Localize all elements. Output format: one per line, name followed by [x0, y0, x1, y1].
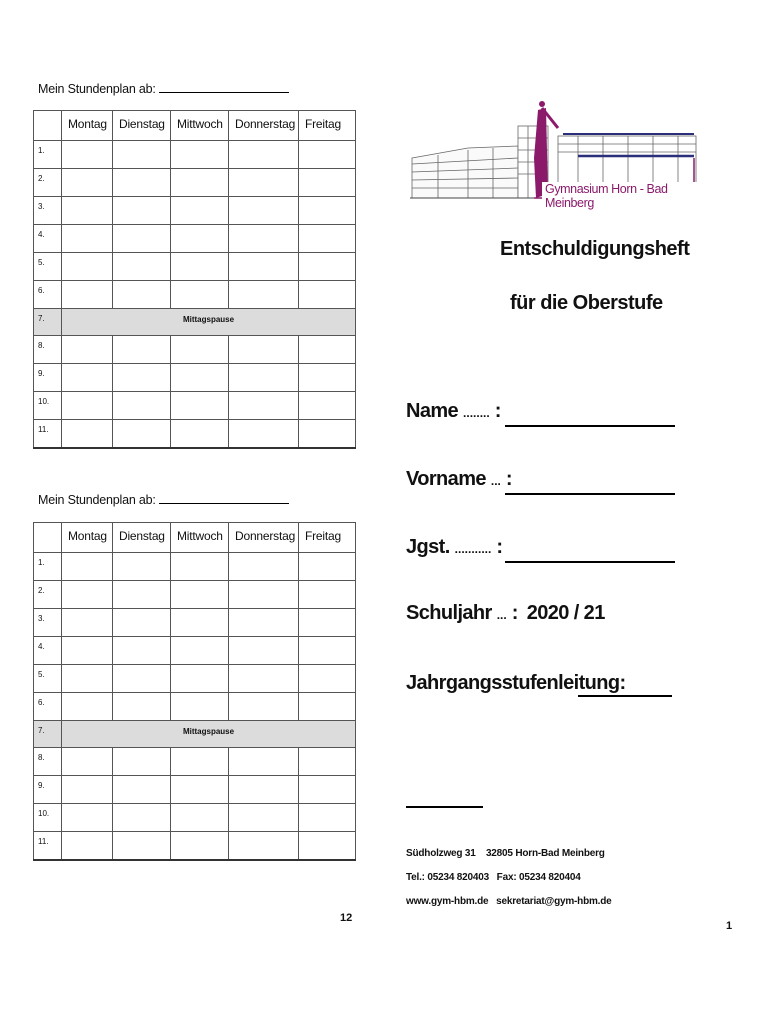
timetable-cell[interactable] — [229, 364, 299, 392]
timetable-corner-cell — [34, 523, 62, 553]
vorname-label: Vorname — [406, 468, 486, 490]
timetable-cell[interactable] — [229, 748, 299, 776]
timetable-cell[interactable] — [229, 581, 299, 609]
timetable-cell[interactable] — [113, 336, 171, 364]
timetable-cell[interactable] — [229, 832, 299, 861]
timetable-cell[interactable] — [62, 225, 113, 253]
address-line-3: www.gym-hbm.de sekretariat@gym-hbm.de — [406, 896, 612, 907]
timetable-1 — [33, 110, 356, 449]
period-number: 8. — [34, 748, 62, 776]
timetable-row — [34, 253, 356, 281]
vorname-input-line[interactable] — [505, 493, 675, 495]
day-header: Mittwoch — [171, 111, 229, 141]
timetable-cell[interactable] — [229, 281, 299, 309]
day-header: Donnerstag — [229, 111, 299, 141]
timetable-cell[interactable] — [113, 420, 171, 449]
timetable-cell[interactable] — [171, 281, 229, 309]
schuljahr-colon: : — [511, 602, 518, 624]
timetable-cell[interactable] — [299, 665, 356, 693]
period-number: 2. — [34, 581, 62, 609]
timetable-cell[interactable] — [299, 281, 356, 309]
schuljahr-value: 2020 / 21 — [526, 602, 605, 624]
timetable-header-row — [34, 111, 356, 141]
timetable-row — [34, 225, 356, 253]
timetable-row — [34, 169, 356, 197]
timetable-cell[interactable] — [299, 748, 356, 776]
timetable-cell[interactable] — [113, 225, 171, 253]
timetable-cell[interactable] — [113, 392, 171, 420]
timetable-cell[interactable] — [113, 197, 171, 225]
timetable-cell[interactable] — [171, 336, 229, 364]
name-field-label — [406, 400, 501, 423]
signature-line[interactable] — [406, 806, 483, 808]
timetable-cell[interactable] — [299, 832, 356, 861]
timetable-cell[interactable] — [171, 637, 229, 665]
page-number-right: 1 — [726, 920, 733, 932]
timetable-cell[interactable] — [171, 225, 229, 253]
timetable-row — [34, 776, 356, 804]
name-label: Name — [406, 400, 459, 422]
address-line-2: Tel.: 05234 820403 Fax: 05234 820404 — [406, 872, 581, 883]
timetable-cell[interactable] — [62, 420, 113, 449]
document-subheading: für die Oberstufe — [510, 292, 663, 314]
school-name-logo-text: Gymnasium Horn - Bad Meinberg — [542, 182, 700, 210]
schedule-title-label: Mein Stundenplan ab: — [38, 82, 156, 96]
period-number: 3. — [34, 609, 62, 637]
period-number: 3. — [34, 197, 62, 225]
timetable-cell[interactable] — [113, 693, 171, 721]
timetable-cell[interactable] — [299, 392, 356, 420]
timetable-row — [34, 693, 356, 721]
timetable-cell[interactable] — [62, 553, 113, 581]
vorname-dots: ... — [490, 474, 501, 488]
period-number: 1. — [34, 553, 62, 581]
schedule-title-1 — [38, 80, 289, 96]
timetable-row — [34, 336, 356, 364]
jgst-dots: ........... — [454, 542, 492, 556]
timetable-cell[interactable] — [299, 197, 356, 225]
timetable-cell[interactable] — [299, 141, 356, 169]
address-line-1: Südholzweg 31 32805 Horn-Bad Meinberg — [406, 848, 605, 859]
day-header: Dienstag — [113, 111, 171, 141]
period-number: 11. — [34, 832, 62, 861]
schuljahr-field — [406, 602, 605, 625]
timetable-cell[interactable] — [62, 364, 113, 392]
timetable-cell[interactable] — [299, 225, 356, 253]
day-header: Donnerstag — [229, 523, 299, 553]
timetable-cell[interactable] — [299, 581, 356, 609]
name-colon: : — [494, 400, 501, 422]
period-number: 1. — [34, 141, 62, 169]
timetable-cell[interactable] — [62, 392, 113, 420]
timetable-cell[interactable] — [171, 420, 229, 449]
timetable-cell[interactable] — [229, 197, 299, 225]
timetable-cell[interactable] — [62, 804, 113, 832]
timetable-cell[interactable] — [113, 776, 171, 804]
timetable-row — [34, 637, 356, 665]
timetable-cell[interactable] — [113, 553, 171, 581]
timetable-cell[interactable] — [299, 804, 356, 832]
timetable-cell[interactable] — [229, 336, 299, 364]
timetable-cell[interactable] — [62, 776, 113, 804]
timetable-cell[interactable] — [113, 281, 171, 309]
vorname-field-label — [406, 468, 512, 491]
timetable-cell[interactable] — [171, 776, 229, 804]
document-heading: Entschuldigungsheft — [500, 238, 690, 260]
timetable-cell[interactable] — [113, 665, 171, 693]
timetable-row — [34, 309, 356, 336]
timetable-cell[interactable] — [62, 336, 113, 364]
timetable-header-row — [34, 523, 356, 553]
timetable-cell[interactable] — [171, 748, 229, 776]
timetable-cell[interactable] — [62, 281, 113, 309]
timetable-cell[interactable] — [62, 253, 113, 281]
schedule-date-blank[interactable] — [159, 80, 289, 93]
timetable-cell[interactable] — [229, 169, 299, 197]
lunch-break-cell: Mittagspause — [62, 721, 356, 748]
timetable-cell[interactable] — [113, 581, 171, 609]
timetable-cell[interactable] — [229, 392, 299, 420]
timetable-cell[interactable] — [62, 693, 113, 721]
day-header: Freitag — [299, 111, 356, 141]
timetable-row — [34, 420, 356, 449]
timetable-cell[interactable] — [171, 141, 229, 169]
period-number: 6. — [34, 281, 62, 309]
timetable-cell[interactable] — [171, 693, 229, 721]
schedule-title-label: Mein Stundenplan ab: — [38, 493, 156, 507]
period-number: 11. — [34, 420, 62, 449]
timetable-cell[interactable] — [299, 336, 356, 364]
timetable-cell[interactable] — [171, 832, 229, 861]
timetable-cell[interactable] — [229, 776, 299, 804]
timetable-cell[interactable] — [229, 553, 299, 581]
timetable-cell[interactable] — [113, 169, 171, 197]
period-number: 7. — [34, 721, 62, 748]
leitung-field-label: Jahrgangsstufenleitung: — [406, 672, 626, 694]
period-number: 2. — [34, 169, 62, 197]
timetable-cell[interactable] — [113, 253, 171, 281]
timetable-cell[interactable] — [299, 637, 356, 665]
leitung-input-line[interactable] — [578, 695, 672, 697]
timetable-cell[interactable] — [171, 169, 229, 197]
timetable-cell[interactable] — [62, 665, 113, 693]
timetable-row — [34, 804, 356, 832]
schedule-date-blank[interactable] — [159, 491, 289, 504]
timetable-cell[interactable] — [113, 609, 171, 637]
timetable-cell[interactable] — [229, 225, 299, 253]
period-number: 6. — [34, 693, 62, 721]
day-header: Montag — [62, 523, 113, 553]
page-number-left: 12 — [340, 912, 353, 924]
lunch-break-cell: Mittagspause — [62, 309, 356, 336]
timetable-cell[interactable] — [62, 609, 113, 637]
timetable-cell[interactable] — [299, 420, 356, 449]
timetable-cell[interactable] — [299, 364, 356, 392]
timetable-row — [34, 665, 356, 693]
timetable-cell[interactable] — [171, 804, 229, 832]
timetable-row — [34, 281, 356, 309]
timetable-corner-cell — [34, 111, 62, 141]
timetable-cell[interactable] — [62, 141, 113, 169]
timetable-cell[interactable] — [62, 581, 113, 609]
timetable-cell[interactable] — [171, 581, 229, 609]
timetable-row — [34, 553, 356, 581]
timetable-row — [34, 721, 356, 748]
schuljahr-dots: ... — [496, 608, 507, 622]
timetable-cell[interactable] — [171, 392, 229, 420]
timetable-cell[interactable] — [229, 665, 299, 693]
timetable-cell[interactable] — [229, 253, 299, 281]
timetable-cell[interactable] — [171, 364, 229, 392]
day-header: Freitag — [299, 523, 356, 553]
period-number: 4. — [34, 225, 62, 253]
timetable-row — [34, 392, 356, 420]
timetable-cell[interactable] — [171, 553, 229, 581]
timetable-2 — [33, 522, 356, 861]
period-number: 5. — [34, 253, 62, 281]
period-number: 7. — [34, 309, 62, 336]
period-number: 10. — [34, 392, 62, 420]
timetable-cell[interactable] — [113, 637, 171, 665]
name-input-line[interactable] — [505, 425, 675, 427]
timetable-cell[interactable] — [171, 665, 229, 693]
day-header: Mittwoch — [171, 523, 229, 553]
period-number: 9. — [34, 776, 62, 804]
timetable-row — [34, 609, 356, 637]
timetable-row — [34, 197, 356, 225]
timetable-cell[interactable] — [299, 553, 356, 581]
timetable-cell[interactable] — [113, 364, 171, 392]
timetable-cell[interactable] — [299, 609, 356, 637]
timetable-cell[interactable] — [229, 693, 299, 721]
schedule-title-2 — [38, 491, 289, 507]
timetable-cell[interactable] — [171, 253, 229, 281]
period-number: 8. — [34, 336, 62, 364]
period-number: 9. — [34, 364, 62, 392]
timetable-cell[interactable] — [229, 609, 299, 637]
timetable-row — [34, 748, 356, 776]
timetable-cell[interactable] — [62, 637, 113, 665]
timetable-cell[interactable] — [299, 253, 356, 281]
timetable-cell[interactable] — [299, 169, 356, 197]
jgst-input-line[interactable] — [505, 561, 675, 563]
jgst-label: Jgst. — [406, 536, 450, 558]
timetable-cell[interactable] — [299, 693, 356, 721]
timetable-row — [34, 141, 356, 169]
period-number: 5. — [34, 665, 62, 693]
timetable-row — [34, 364, 356, 392]
timetable-row — [34, 581, 356, 609]
timetable-row — [34, 832, 356, 861]
timetable-cell[interactable] — [229, 420, 299, 449]
timetable-cell[interactable] — [229, 141, 299, 169]
timetable-cell[interactable] — [113, 832, 171, 861]
day-header: Dienstag — [113, 523, 171, 553]
timetable-cell[interactable] — [62, 748, 113, 776]
schuljahr-label: Schuljahr — [406, 602, 492, 624]
timetable-cell[interactable] — [62, 197, 113, 225]
jgst-field-label — [406, 536, 502, 559]
vorname-colon: : — [505, 468, 512, 490]
jgst-colon: : — [496, 536, 503, 558]
timetable-cell[interactable] — [113, 748, 171, 776]
timetable-cell[interactable] — [299, 776, 356, 804]
period-number: 4. — [34, 637, 62, 665]
timetable-cell[interactable] — [229, 637, 299, 665]
school-logo — [408, 98, 700, 208]
name-dots: ........ — [463, 406, 490, 420]
timetable-cell[interactable] — [62, 832, 113, 861]
timetable-cell[interactable] — [62, 169, 113, 197]
timetable-cell[interactable] — [113, 141, 171, 169]
timetable-cell[interactable] — [113, 804, 171, 832]
day-header: Montag — [62, 111, 113, 141]
timetable-cell[interactable] — [171, 609, 229, 637]
timetable-cell[interactable] — [171, 197, 229, 225]
timetable-cell[interactable] — [229, 804, 299, 832]
period-number: 10. — [34, 804, 62, 832]
